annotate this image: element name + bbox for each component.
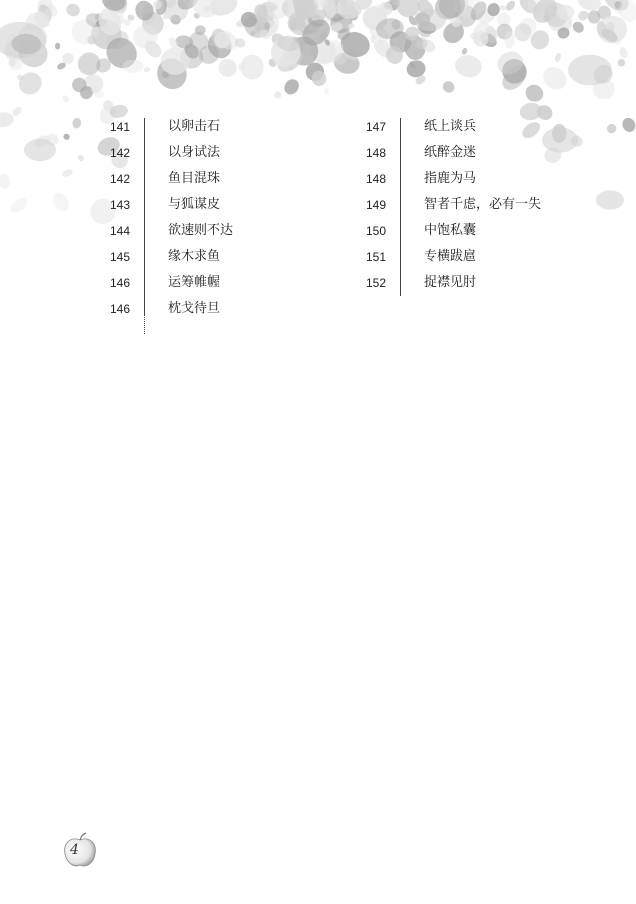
decorative-leaf [61,168,74,178]
toc-entry-title: 枕戈待旦 [168,301,221,316]
toc-entry-page: 148 [365,172,386,186]
decorative-leaf [523,82,546,105]
toc-entry-title: 纸醉金迷 [424,145,477,160]
decorative-leaf [539,62,571,94]
decorative-leaf [554,52,562,63]
decorative-leaf [605,122,618,135]
decorative-leaf-large [414,9,446,31]
toc-entry-title: 捉襟见肘 [424,275,477,290]
page-number-badge [60,830,100,870]
decorative-leaf [8,195,29,215]
toc-entry-title: 中饱私囊 [424,223,477,238]
toc-entry [100,166,300,192]
toc-entry-page: 146 [109,302,130,316]
toc-entry [100,192,300,218]
decorative-leaf [62,133,70,141]
decorative-leaf [49,190,72,214]
toc-entry-title: 专横跋扈 [424,249,477,264]
toc-entry-page: 150 [365,224,386,238]
toc-entry-page: 149 [365,198,386,212]
toc-entry-title: 缘木求鱼 [168,249,221,264]
toc-entry [356,270,596,296]
decorative-leaf [499,4,506,11]
toc-column-right [356,114,596,296]
toc-entry-title: 智者千虑，必有一失 [424,197,542,212]
toc-entry-title: 指鹿为马 [424,171,477,186]
toc-entry [100,244,300,270]
decorative-leaf [11,105,23,117]
toc-entry [100,270,300,296]
toc-entry [356,140,596,166]
toc-entry-page: 146 [109,276,130,290]
toc-entry-title: 运筹帷幄 [168,275,221,290]
decorative-leaf [122,60,143,73]
decorative-leaf [72,117,82,129]
toc-entry-page: 143 [109,198,130,212]
toc-entry-page: 142 [109,146,130,160]
toc-entry-title: 欲速则不达 [168,223,234,238]
decorative-leaf-large [24,139,56,161]
toc-entry [356,166,596,192]
decorative-leaf [620,116,636,134]
toc-entry [100,218,300,244]
toc-entry [100,114,300,140]
decorative-leaf [618,46,629,59]
toc-entry [356,218,596,244]
toc-entry [356,244,596,270]
decorative-leaf [504,0,517,12]
decorative-leaf [55,42,61,49]
decorative-leaf [324,88,330,95]
decorative-leaf [576,9,590,23]
decorative-leaf [64,1,82,18]
toc-entry-page: 152 [365,276,386,290]
toc-entry [100,140,300,166]
toc-column-left [100,114,300,322]
toc-list-left [100,114,300,322]
decorative-leaf [0,173,11,190]
toc-entry-title: 以身试法 [168,145,221,160]
toc-entry-page: 141 [109,120,130,134]
decorative-leaf-large [596,190,624,210]
decorative-leaf [15,68,46,99]
decorative-leaf-large [568,55,612,86]
decorative-leaf [143,66,150,73]
toc-entry-page: 151 [365,250,386,264]
toc-entry-page: 144 [109,224,130,238]
toc-entry [100,296,300,322]
toc-list-right [356,114,596,296]
decorative-leaf [273,90,283,100]
decorative-leaf [281,76,301,97]
decorative-leaf [0,111,15,128]
decorative-leaf [453,53,484,80]
decorative-leaf [77,154,86,163]
toc-entry-title: 鱼目混珠 [168,171,221,186]
decorative-leaf [451,18,461,27]
toc-entry [356,192,596,218]
toc-entry-title: 以卵击石 [168,119,221,134]
page-number: 4 [70,842,79,858]
toc-entry-title: 纸上谈兵 [424,119,477,134]
toc-entry-page: 145 [109,250,130,264]
decorative-leaf [218,58,237,77]
decorative-leaf [461,47,468,55]
toc-entry [356,114,596,140]
decorative-leaf [571,20,587,36]
decorative-leaf [616,57,626,67]
toc-entry-title: 与狐谋皮 [168,197,221,212]
decorative-leaf [440,79,456,95]
toc-entry-page: 142 [109,172,130,186]
toc-entry-page: 147 [365,120,386,134]
apple-icon [60,830,100,870]
toc-entry-page: 148 [365,146,386,160]
decorative-leaf [61,94,70,104]
